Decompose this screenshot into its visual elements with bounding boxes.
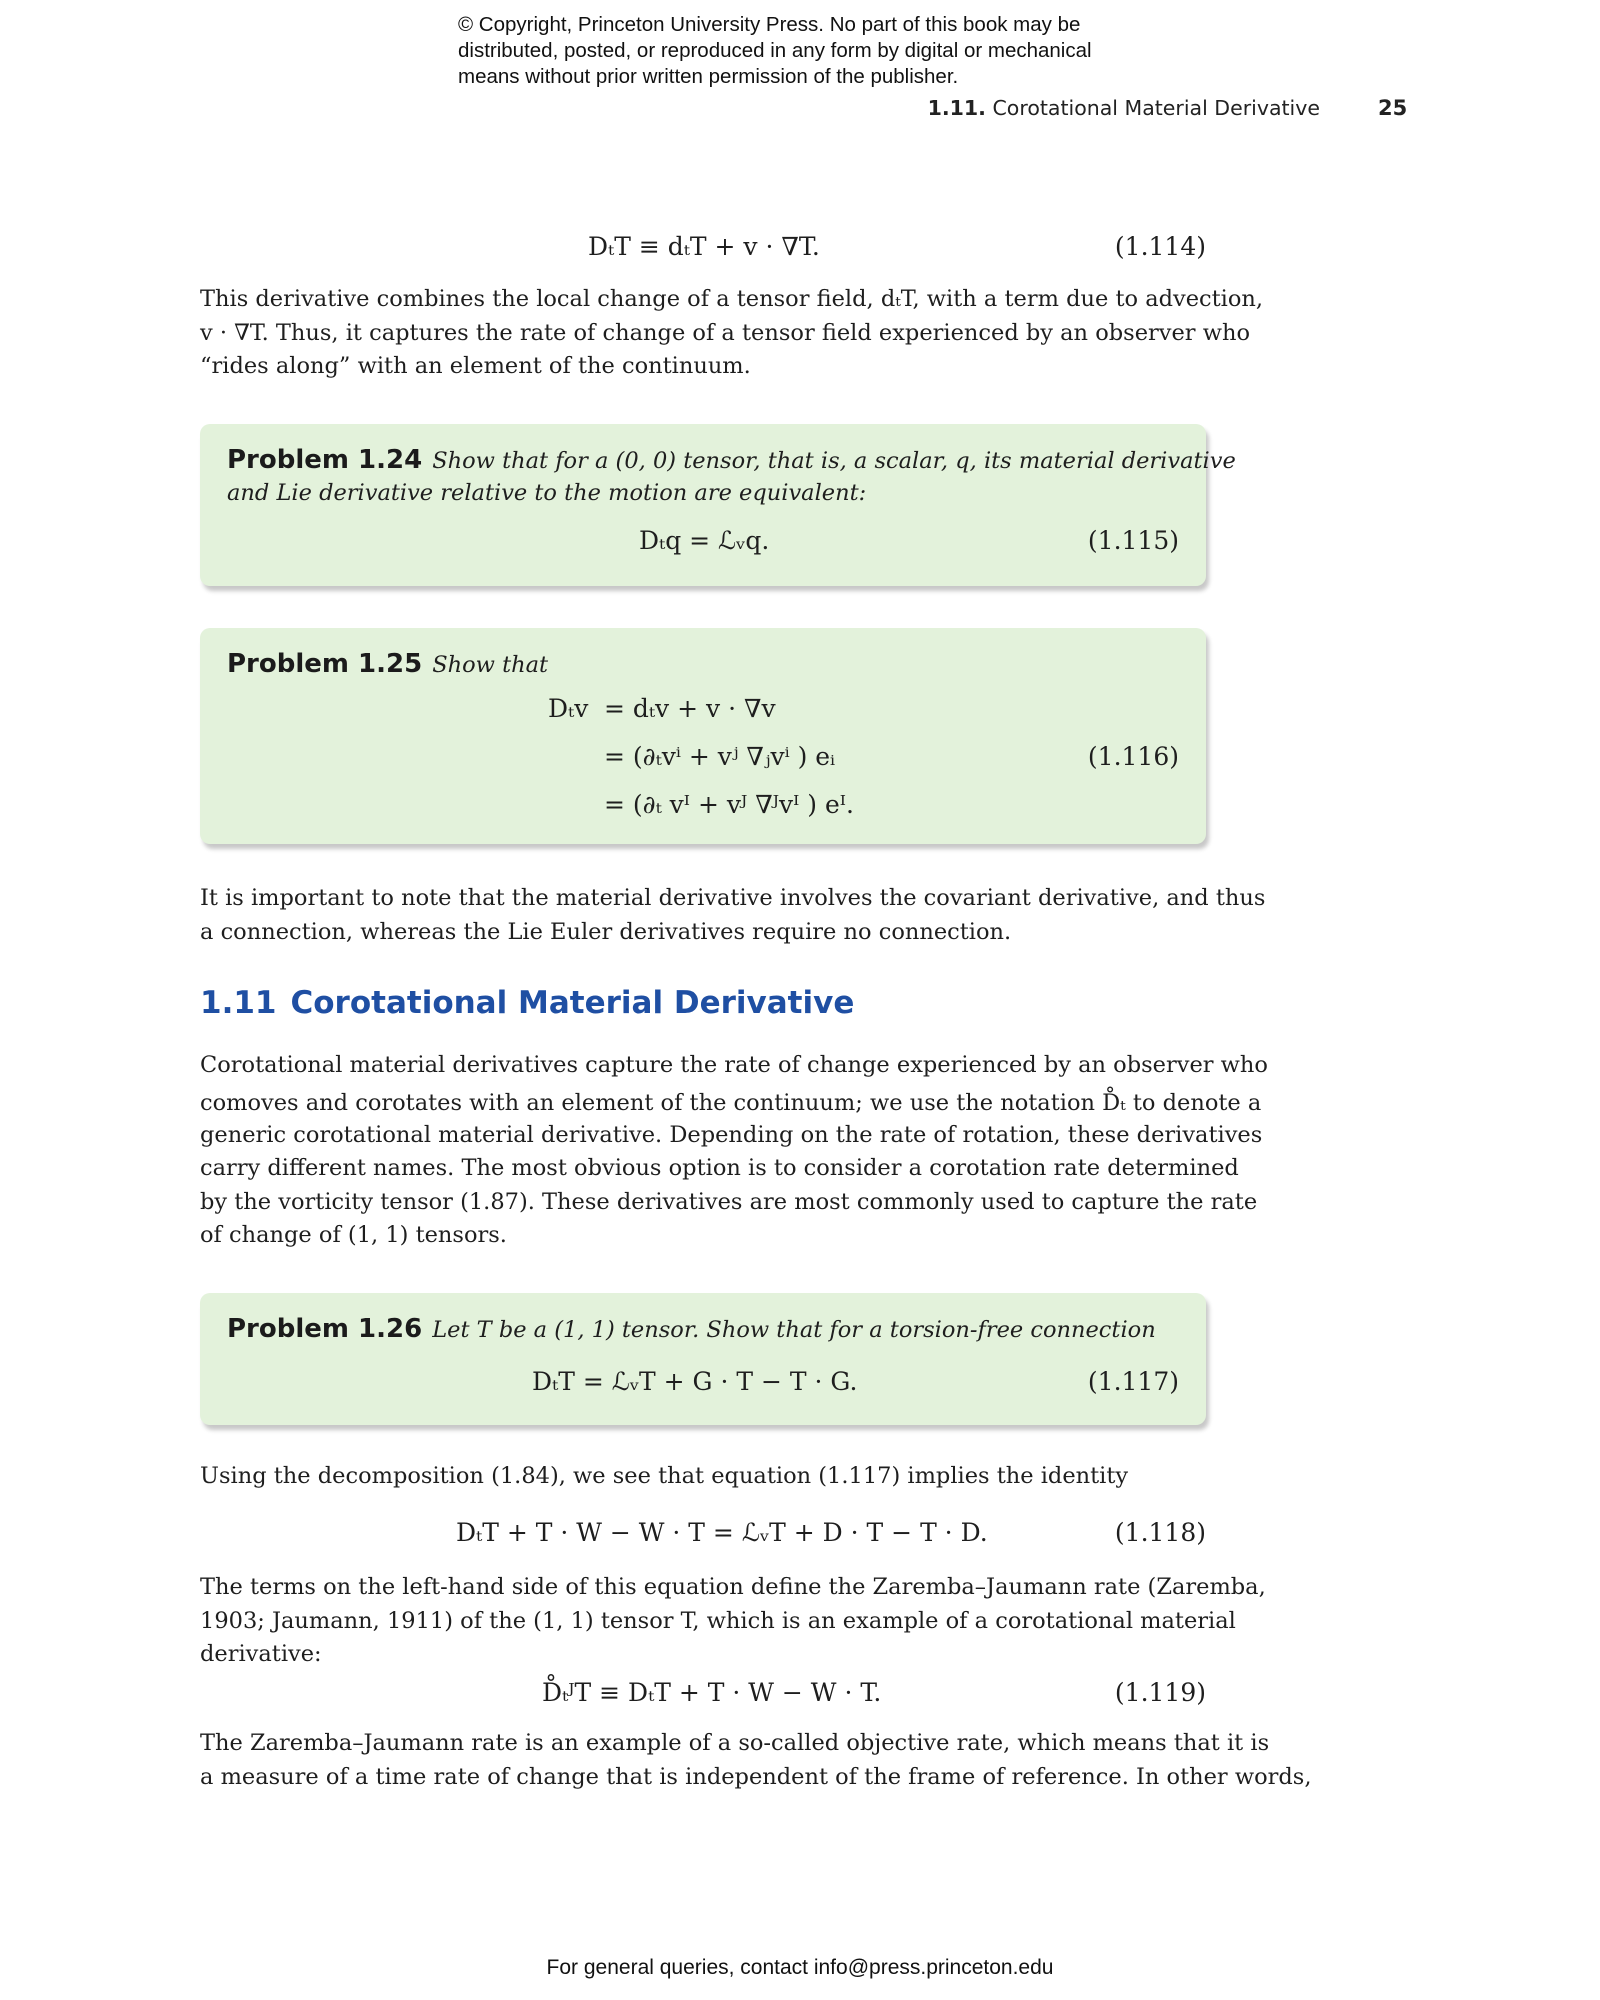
problem-text: Let T be a (1, 1) tensor. Show that for a torsion-free connection [432, 1317, 1156, 1343]
equation-number: (1.119) [1114, 1678, 1206, 1707]
section-heading [200, 985, 854, 1021]
equation-math: DₜT + T · W − W · T = ℒᵥT + D · T − T · D. [456, 1518, 988, 1547]
equation-number: (1.117) [1087, 1367, 1179, 1396]
page-number: 25 [1378, 96, 1408, 120]
text-line: of change of (1, 1) tensors. [200, 1222, 507, 1248]
text-line: v · ∇T. Thus, it captures the rate of change of a tensor field experienced by an observer who [200, 319, 1250, 346]
equation-math: DₜT ≡ dₜT + v · ∇T. [588, 232, 820, 261]
copyright-notice [458, 12, 1178, 90]
text-line: by the vorticity tensor (1.87). These derivatives are most commonly used to capture the rate [200, 1188, 1258, 1215]
problem-box-1-25 [200, 628, 1206, 844]
text-line: a measure of a time rate of change that is independent of the frame of reference. In other words, [200, 1763, 1312, 1790]
equation-line: = (∂ₜvⁱ + vʲ ∇ⱼvⁱ ) eᵢ [604, 742, 836, 771]
running-head [900, 96, 1320, 120]
text-line: a connection, whereas the Lie Euler derivatives require no connection. [200, 918, 1012, 945]
problem-box-1-24 [200, 424, 1236, 586]
equation-number: (1.116) [1087, 742, 1179, 771]
problem-box-1-26 [200, 1293, 1206, 1425]
equation-1-117 [227, 1365, 1179, 1399]
equation-1-114 [200, 230, 1206, 264]
problem-text: Show that [432, 652, 549, 678]
running-head-section-number: 1.11. [927, 96, 986, 120]
problem-text: Show that for a (0, 0) tensor, that is, a scalar, q, its material derivative [432, 448, 1236, 474]
copyright-line: means without prior written permission of the publisher. [458, 65, 959, 88]
equation-1-118 [200, 1516, 1206, 1550]
equation-1-115 [227, 524, 1179, 558]
equation-number: (1.114) [1114, 232, 1206, 261]
text-line: comoves and corotates with an element of the continuum; we use the notation D̊ₜ to denote a [200, 1089, 1262, 1116]
text-line: It is important to note that the material derivative involves the covariant derivative, and thus [200, 885, 1266, 911]
equation-math: D̊ₜᴶT ≡ DₜT + T · W − W · T. [542, 1678, 882, 1707]
problem-label: Problem 1.26 [227, 1314, 423, 1344]
text-line: Corotational material derivatives capture the rate of change experienced by an observer who [200, 1052, 1268, 1078]
section-title: Corotational Material Derivative [290, 985, 855, 1021]
problem-label: Problem 1.24 [227, 445, 423, 475]
equation-math: Dₜq = ℒᵥq. [639, 526, 770, 555]
text-line: “rides along” with an element of the continuum. [200, 353, 751, 379]
text-line: Using the decomposition (1.84), we see that equation (1.117) implies the identity [200, 1463, 1129, 1489]
section-number: 1.11 [200, 985, 277, 1021]
running-head-title: Corotational Material Derivative [992, 96, 1320, 120]
paragraph-connection-note [200, 882, 1266, 949]
equation-number: (1.118) [1114, 1518, 1206, 1547]
equation-lhs: Dₜv [548, 694, 589, 723]
paragraph-objective-rate [200, 1727, 1312, 1794]
footer-contact: For general queries, contact info@press.princeton.edu [546, 1956, 1054, 1979]
equation-line: = (∂ₜ vᴵ + vᴶ ∇ᴶvᴵ ) eᴵ. [604, 790, 854, 819]
copyright-line: distributed, posted, or reproduced in any form by digital or mechanical [458, 39, 1092, 62]
equation-1-119 [200, 1676, 1206, 1710]
text-line: derivative: [200, 1641, 322, 1667]
equation-number: (1.115) [1087, 526, 1179, 555]
text-line: carry different names. The most obvious option is to consider a corotation rate determined [200, 1155, 1239, 1181]
text-line: generic corotational material derivative. Depending on the rate of rotation, these derivatives [200, 1121, 1263, 1148]
text-line: The terms on the left-hand side of this equation define the Zaremba–Jaumann rate (Zaremba, [200, 1574, 1266, 1600]
paragraph-decomposition [200, 1460, 1206, 1494]
equation-line: = dₜv + v · ∇v [604, 694, 776, 723]
problem-text: and Lie derivative relative to the motion are equivalent: [227, 480, 867, 506]
equation-math: DₜT = ℒᵥT + G · T − T · G. [532, 1367, 858, 1396]
copyright-line: © Copyright, Princeton University Press. No part of this book may be [458, 13, 1081, 36]
paragraph-zaremba-jaumann [200, 1571, 1266, 1672]
text-line: This derivative combines the local change of a tensor field, dₜT, with a term due to advection, [200, 286, 1264, 312]
text-line: 1903; Jaumann, 1911) of the (1, 1) tensor T, which is an example of a corotational material [200, 1607, 1236, 1634]
paragraph-corotational-intro [200, 1049, 1268, 1253]
paragraph-advection [200, 283, 1264, 384]
text-line: The Zaremba–Jaumann rate is an example of a so-called objective rate, which means that it is [200, 1730, 1270, 1756]
problem-label: Problem 1.25 [227, 649, 423, 679]
